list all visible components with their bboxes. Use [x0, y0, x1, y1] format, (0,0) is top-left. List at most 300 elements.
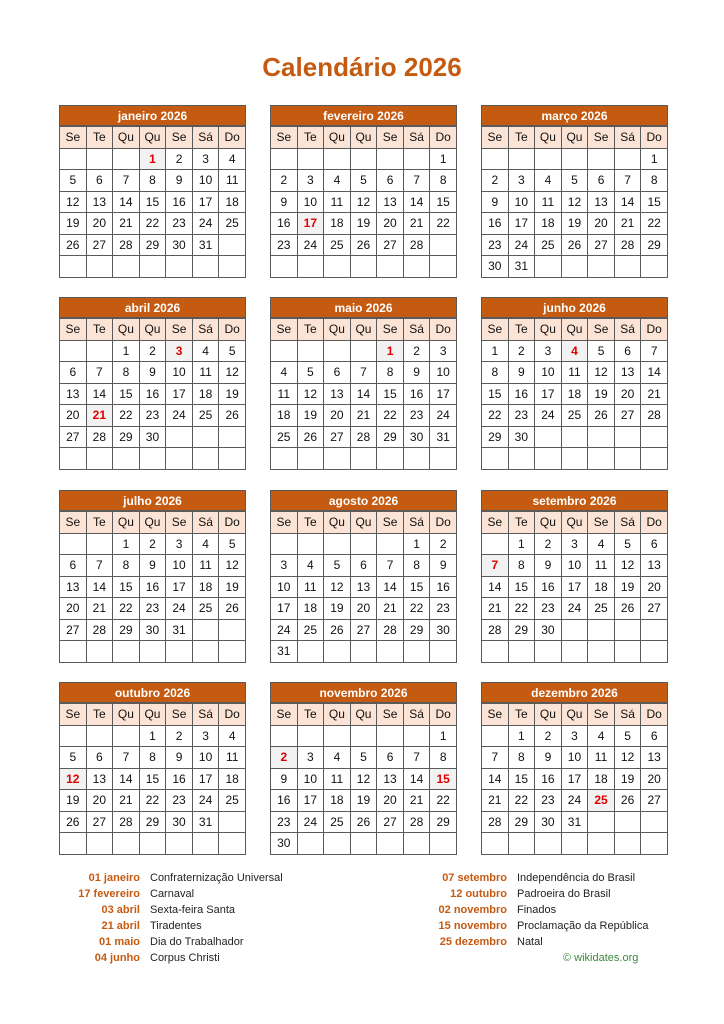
day-cell: 9: [430, 555, 457, 577]
weekday-header: Se: [166, 319, 193, 341]
day-cell: 19: [219, 383, 246, 405]
weekday-header: Qu: [113, 127, 140, 149]
weekday-header: Se: [271, 127, 298, 149]
day-cell: 6: [641, 725, 668, 747]
empty-cell: [561, 426, 588, 448]
day-cell: 22: [377, 405, 404, 427]
weekday-header: Sá: [403, 127, 430, 149]
day-cell: 4: [588, 533, 615, 555]
holiday-day-cell: 1: [377, 340, 404, 362]
day-cell: 8: [430, 747, 457, 769]
day-cell: 6: [614, 340, 641, 362]
weekday-header: Se: [482, 127, 509, 149]
empty-cell: [219, 619, 246, 641]
day-cell: 17: [535, 383, 562, 405]
day-cell: 10: [192, 170, 219, 192]
empty-cell: [60, 256, 87, 278]
empty-cell: [324, 148, 351, 170]
month-calendar: [59, 682, 246, 855]
day-cell: 18: [297, 598, 324, 620]
day-cell: 2: [139, 340, 166, 362]
holiday-name: Carnaval: [150, 888, 195, 900]
empty-cell: [324, 256, 351, 278]
day-cell: 25: [324, 234, 351, 256]
weekday-header: Do: [430, 127, 457, 149]
day-cell: 5: [60, 170, 87, 192]
empty-cell: [588, 641, 615, 663]
empty-cell: [297, 448, 324, 470]
holiday-name: Independência do Brasil: [517, 872, 636, 884]
day-cell: 18: [219, 191, 246, 213]
day-cell: 2: [535, 533, 562, 555]
empty-cell: [614, 641, 641, 663]
day-cell: 12: [614, 555, 641, 577]
day-cell: 18: [271, 405, 298, 427]
day-cell: 28: [641, 405, 668, 427]
holiday-row: [30, 886, 283, 902]
holiday-row: [397, 870, 648, 886]
day-cell: 2: [403, 340, 430, 362]
day-cell: 4: [535, 170, 562, 192]
holiday-date: 04 junho: [94, 952, 140, 964]
empty-cell: [297, 256, 324, 278]
weekday-header: Sá: [192, 127, 219, 149]
day-cell: 20: [641, 576, 668, 598]
empty-cell: [324, 448, 351, 470]
weekday-header: Te: [508, 319, 535, 341]
day-cell: 16: [139, 383, 166, 405]
empty-cell: [166, 641, 193, 663]
day-cell: 17: [508, 213, 535, 235]
day-cell: 29: [113, 426, 140, 448]
holiday-row: [30, 902, 283, 918]
day-cell: 7: [350, 362, 377, 384]
empty-cell: [192, 833, 219, 855]
day-cell: 25: [271, 426, 298, 448]
weekday-header: Qu: [561, 319, 588, 341]
day-cell: 7: [482, 747, 509, 769]
empty-cell: [588, 811, 615, 833]
day-cell: 8: [113, 555, 140, 577]
day-cell: 7: [113, 170, 140, 192]
empty-cell: [430, 234, 457, 256]
day-cell: 22: [139, 790, 166, 812]
weekday-header: Do: [219, 319, 246, 341]
day-cell: 28: [482, 811, 509, 833]
day-cell: 2: [508, 340, 535, 362]
day-cell: 30: [166, 234, 193, 256]
day-cell: 16: [139, 576, 166, 598]
empty-cell: [139, 641, 166, 663]
day-cell: 24: [192, 213, 219, 235]
day-cell: 15: [113, 383, 140, 405]
day-cell: 11: [561, 362, 588, 384]
day-cell: 10: [561, 747, 588, 769]
day-cell: 9: [139, 362, 166, 384]
empty-cell: [430, 256, 457, 278]
empty-cell: [219, 256, 246, 278]
empty-cell: [508, 448, 535, 470]
weekday-header: Se: [377, 319, 404, 341]
day-cell: 12: [60, 191, 87, 213]
empty-cell: [271, 256, 298, 278]
holiday-name: Finados: [517, 904, 557, 916]
day-cell: 12: [561, 191, 588, 213]
weekday-header: Se: [482, 512, 509, 534]
day-cell: 6: [86, 170, 113, 192]
empty-cell: [86, 340, 113, 362]
holiday-name: Dia do Trabalhador: [150, 936, 244, 948]
empty-cell: [60, 340, 87, 362]
day-cell: 5: [614, 533, 641, 555]
holiday-row: [397, 934, 648, 950]
day-cell: 20: [614, 383, 641, 405]
day-cell: 22: [139, 213, 166, 235]
month-calendar: [270, 297, 457, 470]
weekday-header: Se: [166, 512, 193, 534]
day-cell: 21: [113, 790, 140, 812]
empty-cell: [271, 448, 298, 470]
empty-cell: [482, 641, 509, 663]
holiday-date: 21 abril: [101, 920, 140, 932]
day-cell: 22: [113, 405, 140, 427]
day-cell: 4: [588, 725, 615, 747]
day-cell: 30: [139, 619, 166, 641]
day-cell: 23: [139, 405, 166, 427]
day-cell: 15: [139, 768, 166, 790]
month-calendar: [481, 682, 668, 855]
day-cell: 17: [561, 576, 588, 598]
weekday-header: Do: [430, 319, 457, 341]
weekday-header: Te: [508, 704, 535, 726]
day-cell: 21: [350, 405, 377, 427]
day-cell: 12: [350, 768, 377, 790]
day-cell: 9: [403, 362, 430, 384]
day-cell: 27: [350, 619, 377, 641]
empty-cell: [86, 533, 113, 555]
holiday-name: Proclamação da República: [517, 920, 649, 932]
empty-cell: [350, 725, 377, 747]
day-cell: 6: [377, 747, 404, 769]
day-cell: 8: [403, 555, 430, 577]
empty-cell: [508, 641, 535, 663]
day-cell: 9: [508, 362, 535, 384]
day-cell: 5: [219, 340, 246, 362]
empty-cell: [271, 148, 298, 170]
day-cell: 28: [86, 426, 113, 448]
empty-cell: [508, 148, 535, 170]
day-cell: 7: [377, 555, 404, 577]
day-cell: 27: [60, 619, 87, 641]
holiday-date: 01 maio: [99, 936, 140, 948]
day-cell: 29: [139, 811, 166, 833]
day-cell: 26: [297, 426, 324, 448]
weekday-header: Se: [60, 319, 87, 341]
weekday-header: Se: [588, 512, 615, 534]
day-cell: 7: [403, 747, 430, 769]
day-cell: 1: [403, 533, 430, 555]
day-cell: 8: [113, 362, 140, 384]
day-cell: 7: [614, 170, 641, 192]
holiday-name: Natal: [517, 936, 543, 948]
day-cell: 20: [641, 768, 668, 790]
day-cell: 16: [535, 768, 562, 790]
empty-cell: [192, 619, 219, 641]
day-cell: 15: [641, 191, 668, 213]
day-cell: 22: [508, 790, 535, 812]
empty-cell: [588, 619, 615, 641]
day-cell: 10: [297, 191, 324, 213]
day-cell: 5: [350, 747, 377, 769]
holiday-row: [397, 918, 648, 934]
day-cell: 2: [139, 533, 166, 555]
day-cell: 29: [377, 426, 404, 448]
empty-cell: [561, 833, 588, 855]
month-title: setembro 2026: [481, 490, 668, 511]
empty-cell: [113, 148, 140, 170]
empty-cell: [403, 448, 430, 470]
day-cell: 16: [482, 213, 509, 235]
empty-cell: [60, 148, 87, 170]
day-cell: 4: [271, 362, 298, 384]
day-cell: 9: [535, 747, 562, 769]
empty-cell: [324, 641, 351, 663]
weekday-header: Do: [641, 512, 668, 534]
day-cell: 15: [139, 191, 166, 213]
holiday-row: [30, 870, 283, 886]
day-cell: 3: [535, 340, 562, 362]
empty-cell: [350, 340, 377, 362]
day-cell: 13: [60, 383, 87, 405]
empty-cell: [192, 256, 219, 278]
day-cell: 20: [377, 213, 404, 235]
day-cell: 14: [377, 576, 404, 598]
day-cell: 31: [271, 641, 298, 663]
day-cell: 20: [377, 790, 404, 812]
holiday-name: Confraternização Universal: [150, 872, 283, 884]
day-cell: 16: [166, 768, 193, 790]
empty-cell: [192, 448, 219, 470]
month-calendar: [481, 490, 668, 663]
empty-cell: [614, 833, 641, 855]
day-cell: 17: [297, 790, 324, 812]
day-cell: 3: [192, 725, 219, 747]
day-cell: 10: [166, 555, 193, 577]
day-cell: 8: [508, 747, 535, 769]
empty-cell: [614, 256, 641, 278]
empty-cell: [641, 833, 668, 855]
empty-cell: [113, 833, 140, 855]
day-cell: 1: [113, 340, 140, 362]
day-cell: 26: [614, 790, 641, 812]
empty-cell: [403, 641, 430, 663]
empty-cell: [297, 833, 324, 855]
empty-cell: [297, 725, 324, 747]
day-cell: 18: [324, 213, 351, 235]
day-cell: 29: [508, 619, 535, 641]
day-cell: 9: [271, 191, 298, 213]
empty-cell: [377, 641, 404, 663]
empty-cell: [350, 148, 377, 170]
day-cell: 28: [614, 234, 641, 256]
day-cell: 27: [614, 405, 641, 427]
day-cell: 19: [614, 768, 641, 790]
day-cell: 14: [403, 191, 430, 213]
day-cell: 26: [60, 811, 87, 833]
holiday-day-cell: 2: [271, 747, 298, 769]
weekday-header: Se: [377, 127, 404, 149]
empty-cell: [535, 148, 562, 170]
day-cell: 28: [377, 619, 404, 641]
day-cell: 23: [166, 213, 193, 235]
day-cell: 25: [192, 598, 219, 620]
day-cell: 19: [60, 790, 87, 812]
month-calendar: [59, 490, 246, 663]
day-cell: 2: [482, 170, 509, 192]
empty-cell: [588, 426, 615, 448]
empty-cell: [561, 448, 588, 470]
empty-cell: [86, 448, 113, 470]
day-cell: 19: [60, 213, 87, 235]
day-cell: 10: [192, 747, 219, 769]
empty-cell: [482, 833, 509, 855]
day-cell: 13: [614, 362, 641, 384]
day-cell: 5: [561, 170, 588, 192]
day-cell: 22: [430, 790, 457, 812]
empty-cell: [377, 448, 404, 470]
weekday-header: Qu: [139, 512, 166, 534]
day-cell: 14: [403, 768, 430, 790]
day-cell: 22: [113, 598, 140, 620]
day-cell: 14: [482, 576, 509, 598]
empty-cell: [377, 725, 404, 747]
day-cell: 17: [192, 768, 219, 790]
empty-cell: [561, 256, 588, 278]
holiday-list-left: [30, 870, 283, 966]
empty-cell: [482, 448, 509, 470]
day-cell: 4: [324, 170, 351, 192]
day-cell: 8: [430, 170, 457, 192]
day-cell: 30: [430, 619, 457, 641]
page-title: Calendário 2026: [262, 52, 462, 82]
day-cell: 12: [350, 191, 377, 213]
day-cell: 12: [219, 362, 246, 384]
day-cell: 26: [350, 234, 377, 256]
holiday-name: Corpus Christi: [150, 952, 220, 964]
empty-cell: [403, 725, 430, 747]
day-cell: 15: [482, 383, 509, 405]
day-cell: 11: [219, 747, 246, 769]
day-cell: 21: [482, 598, 509, 620]
empty-cell: [139, 833, 166, 855]
day-cell: 14: [482, 768, 509, 790]
month-calendar: [59, 105, 246, 278]
day-cell: 25: [324, 811, 351, 833]
day-cell: 22: [482, 405, 509, 427]
day-cell: 14: [113, 191, 140, 213]
holiday-name: Sexta-feira Santa: [150, 904, 235, 916]
weekday-header: Te: [86, 319, 113, 341]
day-cell: 18: [561, 383, 588, 405]
day-cell: 12: [614, 747, 641, 769]
day-cell: 31: [166, 619, 193, 641]
day-cell: 14: [86, 383, 113, 405]
empty-cell: [192, 426, 219, 448]
weekday-header: Sá: [192, 319, 219, 341]
empty-cell: [324, 533, 351, 555]
day-cell: 11: [271, 383, 298, 405]
empty-cell: [641, 641, 668, 663]
day-cell: 26: [324, 619, 351, 641]
empty-cell: [271, 340, 298, 362]
day-cell: 11: [324, 191, 351, 213]
empty-cell: [561, 641, 588, 663]
day-cell: 30: [271, 833, 298, 855]
month-title: dezembro 2026: [481, 682, 668, 703]
empty-cell: [113, 256, 140, 278]
empty-cell: [324, 725, 351, 747]
holiday-row: [30, 934, 283, 950]
empty-cell: [219, 426, 246, 448]
empty-cell: [219, 641, 246, 663]
day-cell: 24: [561, 790, 588, 812]
day-cell: 22: [403, 598, 430, 620]
holiday-row: [30, 950, 283, 966]
empty-cell: [403, 148, 430, 170]
day-cell: 15: [508, 768, 535, 790]
day-cell: 1: [641, 148, 668, 170]
day-cell: 16: [508, 383, 535, 405]
holiday-date: 07 setembro: [442, 872, 507, 884]
day-cell: 6: [60, 555, 87, 577]
day-cell: 13: [350, 576, 377, 598]
day-cell: 25: [219, 213, 246, 235]
empty-cell: [86, 725, 113, 747]
day-cell: 19: [588, 383, 615, 405]
weekday-header: Sá: [403, 704, 430, 726]
month-title: abril 2026: [59, 297, 246, 318]
day-cell: 27: [641, 598, 668, 620]
weekday-header: Te: [86, 127, 113, 149]
day-cell: 21: [641, 383, 668, 405]
day-cell: 15: [430, 191, 457, 213]
empty-cell: [350, 833, 377, 855]
day-cell: 7: [86, 555, 113, 577]
day-cell: 13: [60, 576, 87, 598]
day-cell: 19: [219, 576, 246, 598]
day-cell: 26: [219, 405, 246, 427]
day-cell: 24: [561, 598, 588, 620]
weekday-header: Te: [86, 704, 113, 726]
day-cell: 10: [166, 362, 193, 384]
day-cell: 25: [219, 790, 246, 812]
empty-cell: [86, 148, 113, 170]
day-cell: 1: [508, 725, 535, 747]
weekday-header: Se: [377, 704, 404, 726]
day-cell: 11: [535, 191, 562, 213]
day-cell: 9: [482, 191, 509, 213]
empty-cell: [535, 256, 562, 278]
day-cell: 5: [588, 340, 615, 362]
weekday-header: Te: [297, 319, 324, 341]
weekday-header: Do: [219, 512, 246, 534]
day-cell: 30: [403, 426, 430, 448]
day-cell: 28: [113, 234, 140, 256]
day-cell: 10: [430, 362, 457, 384]
holiday-date: 15 novembro: [438, 920, 507, 932]
day-cell: 18: [192, 383, 219, 405]
day-cell: 15: [508, 576, 535, 598]
